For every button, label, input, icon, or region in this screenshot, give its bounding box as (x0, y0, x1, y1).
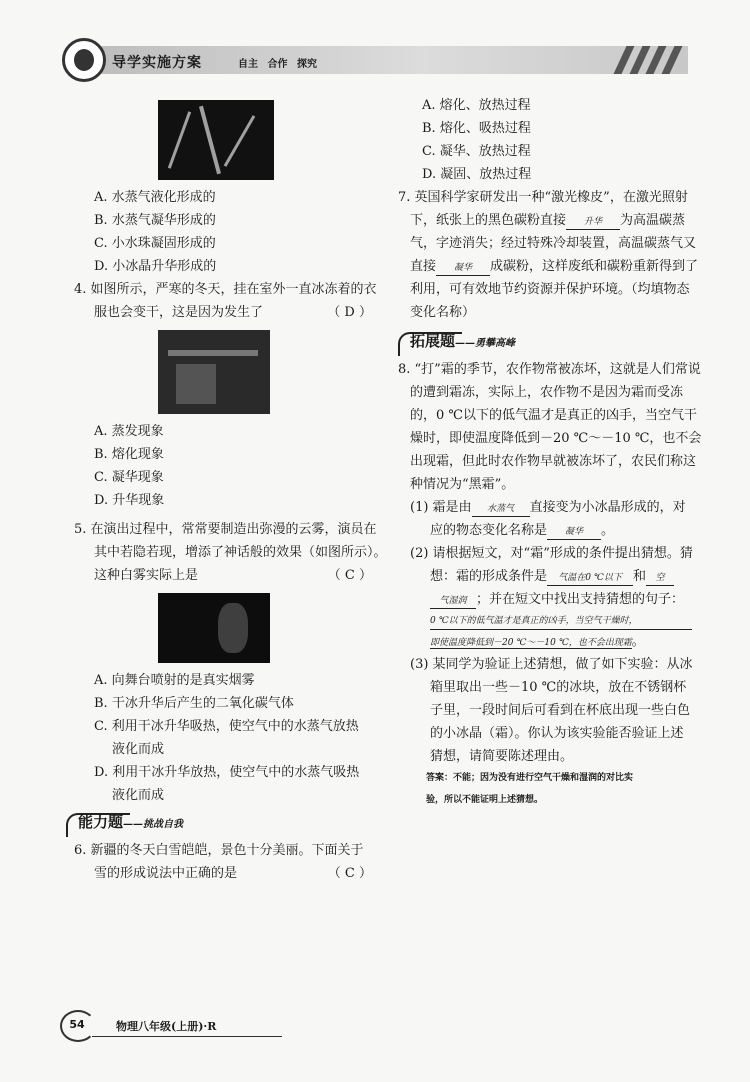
q8-part2-line5 (398, 630, 698, 653)
q8-p2-text-e: 。 (631, 634, 645, 649)
q5-option-d-cont: 液化而成 (112, 788, 165, 803)
q8-part2-line3 (398, 588, 698, 611)
q8-p2-handwritten-1: 0 ℃以下的低气温才是真正的凶手，当空气干燥时， (430, 614, 692, 630)
q7-line-1: 7. 英国科学家研发出一种“激光橡皮”，在激光照射 (398, 190, 688, 205)
q8-part1-line2 (398, 519, 698, 542)
q7-text-2b: 为高温碳蒸 (620, 213, 686, 228)
q5-line-1: 5. 在演出过程中，常常要制造出弥漫的云雾，演员在 (74, 522, 377, 537)
q8-p2-blank-2b: 气湿润 (430, 594, 476, 609)
q8-p2-text-b: 想：霜的形成条件是 (430, 569, 548, 584)
q5-option-c-cont: 液化而成 (112, 742, 165, 757)
q8-part3-line3: 子里，一段时间后可看到在杯底出现一些白色 (430, 703, 691, 718)
q5-line-3 (82, 564, 372, 587)
q6-line-2 (82, 862, 372, 885)
q3-option-b: B. 水蒸气凝华形成的 (94, 213, 216, 228)
footer-rule (92, 1036, 282, 1037)
q8-intro-5: 出现霜，但此时农作物早就被冻坏了，农民们称这 (410, 454, 697, 469)
q8-answer-line1: 答案：不能；因为没有进行空气干燥和湿润的对比实 (426, 773, 634, 783)
stage-fog-photo (158, 593, 270, 663)
q6-answer: （ C ） (327, 866, 372, 881)
logo-icon (62, 38, 106, 82)
q8-part2-line2 (398, 565, 698, 588)
header-subtitle: 自主 合作 探究 (238, 59, 317, 70)
q8-part3-line1: (3) 某同学为验证上述猜想，做了如下实验：从冰 (410, 657, 693, 672)
q7-blank-2: 凝华 (436, 261, 490, 276)
page-header (62, 38, 688, 82)
q7-line-4 (398, 255, 698, 278)
q4-line-2 (82, 301, 372, 324)
q5-option-d: D. 利用干冰升华放热，使空气中的水蒸气吸热 (94, 765, 360, 780)
q5-option-c: C. 利用干冰升华吸热，使空气中的水蒸气放热 (94, 719, 359, 734)
q7-line-2 (398, 209, 698, 232)
q8-answer-line2: 验，所以不能证明上述猜想。 (426, 795, 544, 805)
left-column (74, 94, 387, 885)
q8-part3-line5: 猜想，请简要陈述理由。 (430, 749, 574, 764)
q7-line-6: 变化名称） (410, 305, 476, 320)
q8-p2-blank-2a: 空 (646, 571, 674, 586)
q6-option-c: C. 凝华、放热过程 (422, 144, 531, 159)
q8-intro-6: 种情况为“黑霜”。 (410, 477, 515, 492)
q8-p1-blank-1: 水蒸气 (472, 502, 530, 517)
q3-option-a: A. 水蒸气液化形成的 (94, 190, 216, 205)
q8-p1-text-a: (1) 霜是由 (410, 500, 472, 515)
section-ability-sub: ——挑战自我 (123, 819, 184, 830)
q8-p1-text-b: 直接变为小冰晶形成的，对 (529, 500, 686, 515)
q8-intro-3: 的，0 ℃以下的低气温才是真正的凶手，当空气干 (410, 408, 697, 423)
q8-p2-text-c: 和 (633, 569, 647, 584)
q3-option-c: C. 小水珠凝固形成的 (94, 236, 216, 251)
q6-text: 雪的形成说法中正确的是 (94, 866, 238, 881)
q8-intro-4: 燥时，即使温度降低到－20 ℃～－10 ℃，也不会 (410, 431, 702, 446)
right-column (398, 94, 702, 808)
section-extension-sub: ——勇攀高峰 (455, 338, 516, 349)
q6-option-d: D. 凝固、放热过程 (422, 167, 532, 182)
q7-line-3: 气，字迹消失；经过特殊冷却装置，高温碳蒸气又 (410, 236, 697, 251)
q8-p2-blank-1: 气温在0 ℃以下 (547, 571, 633, 586)
q6-option-b: B. 熔化、吸热过程 (422, 121, 531, 136)
q4-option-d: D. 升华现象 (94, 493, 165, 508)
page-number: 54 (69, 1018, 85, 1031)
q5-option-a: A. 向舞台喷射的是真实烟雾 (94, 673, 255, 688)
q4-option-b: B. 熔化现象 (94, 447, 164, 462)
q4-option-a: A. 蒸发现象 (94, 424, 164, 439)
q5-line-2: 其中若隐若现，增添了神话般的效果（如图所示）。 (94, 545, 387, 560)
q4-line-1: 4. 如图所示，严寒的冬天，挂在室外一直冰冻着的衣 (74, 282, 377, 297)
q4-option-c: C. 凝华现象 (94, 470, 164, 485)
section-extension (398, 330, 698, 356)
q7-text-4a: 直接 (410, 259, 437, 274)
q8-part3-line2: 箱里取出一些－10 ℃的冰块，放在不锈钢杯 (430, 680, 687, 695)
q8-p1-blank-2: 凝华 (547, 525, 601, 540)
q8-p1-text-d: 。 (601, 523, 615, 538)
q6-option-a: A. 熔化、放热过程 (422, 98, 531, 113)
q8-intro-2: 的遭到霜冻，实际上，农作物不是因为霜而受冻 (410, 385, 684, 400)
q7-text-2a: 下，纸张上的黑色碳粉直接 (410, 213, 567, 228)
section-extension-title: 拓展题 (410, 332, 456, 350)
header-title: 导学实施方案 (112, 55, 202, 71)
q4-text: 服也会变干，这是因为发生了 (94, 305, 264, 320)
q8-p2-text-d: ；并在短文中找出支持猜想的句子： (476, 592, 685, 607)
q8-p2-handwritten-2: 即使温度降低到－20 ℃～－10 ℃，也不会出现霜 (430, 638, 632, 648)
q8-part2-line1: (2) 请根据短文，对“霜”形成的条件提出猜想。猜 (410, 546, 693, 561)
section-ability-title: 能力题 (78, 813, 124, 831)
q8-part3-line4: 的小冰晶（霜）。你认为该实验能否验证上述 (430, 726, 684, 741)
q7-line-5: 利用，可有效地节约资源并保护环境。（均填物态 (410, 282, 690, 297)
q3-option-d: D. 小冰晶升华形成的 (94, 259, 217, 274)
q8-p1-text-c: 应的物态变化名称是 (430, 523, 548, 538)
section-ability (66, 811, 372, 837)
header-stripes (612, 46, 682, 74)
q8-intro-1: 8. “打”霜的季节，农作物常被冻坏，这就是人们常说 (398, 362, 701, 377)
page-footer (62, 1012, 282, 1038)
clothes-photo (158, 330, 270, 414)
q4-answer: （ D ） (327, 305, 372, 320)
q7-text-4b: 成碳粉，这样废纸和碳粉重新得到了 (490, 259, 699, 274)
frost-photo (158, 100, 274, 180)
book-title: 物理八年级(上册)·R (116, 1020, 217, 1033)
q5-text: 这种白雾实际上是 (94, 568, 199, 583)
q6-line-1: 6. 新疆的冬天白雪皑皑，景色十分美丽。下面关于 (74, 843, 364, 858)
q7-blank-1: 升华 (566, 215, 620, 230)
q5-answer: （ C ） (327, 568, 372, 583)
q8-part1-line1 (398, 496, 698, 519)
q5-option-b: B. 干冰升华后产生的二氧化碳气体 (94, 696, 294, 711)
